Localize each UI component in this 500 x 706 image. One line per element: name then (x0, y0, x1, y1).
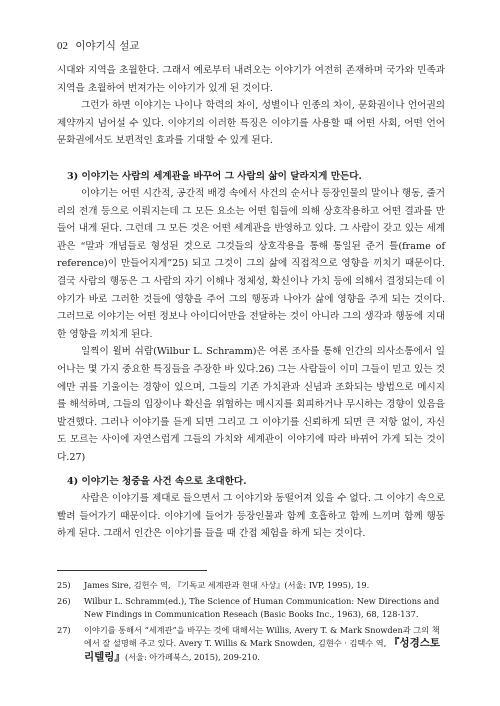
section-3-paragraph-1: 이야기는 어떤 시간적, 공간적 배경 속에서 사건의 순서나 등장인물의 말이나 행동, 줄거리의 전개 등으로 이뤄지는데 그 모든 요소는 어떤 힘들에 의해 상호작용하고 어떤 결과를 만들어 내게 된다. 그런데 그 모든 것은 어떤 세계관을 반영하고 있다. 그 사람이 갖고 있는 세계관은 “말과 개념들로 형성된 것으로 그것들의 상호작용을 통해 통일된 준거 틀(frame of reference)이 만들어지게”25) 되고 그것이 그의 삶에 직접적으로 영향을 끼치기 때문이다. 결국 사람의 행동은 그 사람의 자기 이해나 정체성, 확신이나 가치 등에 의해서 결정되는데 이야기가 바로 그러한 것들에 영향을 주어 그의 행동과 나아가 삶에 영향을 주게 되는 것이다. 그러므로 이야기는 어떤 정보나 아이디어만을 전달하는 것이 아니라 그의 생각과 행동에 지대한 영향을 끼치게 된다. (57, 188, 446, 340)
footnote-text: Wilbur L. Schramm(ed.), The Science of Human Communication: New Directions and New Findings in Communication Reseach (Basic Books Inc., 1963), 68, 128-137. (84, 595, 440, 619)
section-4-heading: 4) 이야기는 청중을 사건 속으로 초대한다. (67, 476, 247, 487)
running-header (57, 38, 140, 53)
footnote-divider (57, 570, 207, 571)
footnote-text: 이야기를 통해서 “세계관”을 바꾸는 것에 대해서는 Willis, Avery T. & Mark Snowden과 그의 책에서 잘 설명해 주고 있다. Avery T. Willis & Mark Snowden, 김현수 · 김택수 역, (84, 624, 440, 648)
book-title-citation: 『성경스토리텔링』 (84, 637, 440, 663)
intro-paragraph (57, 62, 445, 150)
footnote-number: 26) (57, 595, 71, 606)
footnote-25 (57, 579, 447, 593)
book-title: 이야기식 설교 (75, 40, 140, 52)
footnote-number: 27) (57, 624, 71, 635)
section-4-paragraph-1: 사람은 이야기를 제대로 들으면서 그 이야기와 동떨어져 있을 수 없다. 그 이야기 속으로 빨려 들어가기 때문이다. 이야기에 들어가 등장인물과 함께 호흡하고 함께 느끼며 함께 행동하게 된다. 그래서 인간은 이야기를 들을 때 간접 체험을 하게 되는 것이다. (57, 493, 446, 540)
intro-text-2: 그런가 하면 이야기는 나이나 학력의 차이, 성별이나 인종의 차이, 문화권이나 언어권의 제약까지 넘어설 수 있다. 이야기의 이러한 특징은 이야기를 사용할 때 어떤 사회, 어떤 언어 문화권에서도 보편적인 효과를 기대할 수 있게 된다. (57, 100, 445, 147)
footnote-text: James Sire, 김헌수 역, 『기독교 세계관과 현대 사상』(서울: IVP, 1995), 19. (84, 580, 370, 590)
section-4-body (57, 490, 445, 543)
section-3-paragraph-2: 일찍이 윌버 쉬람(Wilbur L. Schramm)은 여론 조사를 통해 인간의 의사소통에서 일어나는 몇 가지 중요한 특징들을 주장한 바 있다.26) 그는 사람들이 이미 그들이 믿고 있는 것에만 귀를 기울이는 경향이 있으며, 그들의 기존 가치관과 신념과 조화되는 방법으로 메시지를 해석하며, 그들의 입장이나 확신을 위협하는 메시지를 회피하거나 무시하는 경향이 있음을 발견했다. 그러나 이야기를 듣게 되면 그리고 그 이야기를 신뢰하게 되면 큰 저항 없이, 자신도 모르는 사이에 자연스럽게 그들의 가치와 세계관이 이야기에 따라 바뀌어 가게 되는 것이다.27) (57, 346, 445, 463)
intro-text: 시대와 지역을 초월한다. 그래서 예로부터 내려오는 이야기가 여전히 존재하며 국가와 민족과 지역을 초월하여 번져가는 이야기가 있게 된 것이다. (57, 65, 445, 94)
footnote-text-end: (서울: 아가페북스, 2015), 209-210. (124, 651, 260, 662)
footnote-number: 25) (57, 580, 71, 590)
footnote-27 (57, 624, 447, 665)
footnote-26 (57, 595, 447, 622)
footnotes (57, 579, 447, 666)
section-3-heading: 3) 이야기는 사람의 세계관을 바꾸어 그 사람의 삶이 달라지게 만든다. (67, 171, 362, 182)
section-3-body (57, 185, 445, 467)
page-number: 02 (57, 40, 68, 52)
